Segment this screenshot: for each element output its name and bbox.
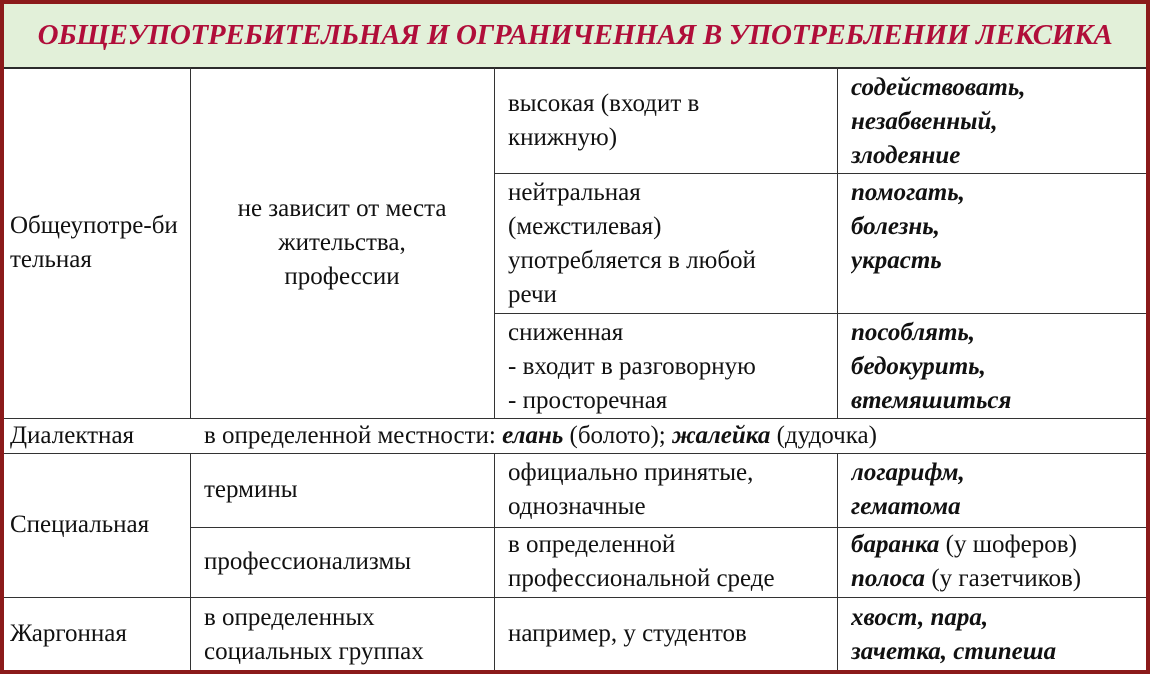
subtype-high bbox=[508, 87, 836, 173]
examples-low bbox=[851, 316, 1143, 418]
example: втемяшиться bbox=[851, 387, 1012, 414]
example-note: (болото); bbox=[563, 421, 672, 449]
examples-terms bbox=[851, 453, 1143, 527]
example: хвост, пара, bbox=[851, 604, 989, 631]
label-line: (межстилевая) bbox=[508, 213, 662, 240]
label-line: употребляется в любой bbox=[508, 247, 756, 274]
example: болезнь, bbox=[851, 213, 940, 240]
scope-line: не зависит от места bbox=[237, 194, 447, 222]
label-line: книжную) bbox=[508, 124, 618, 151]
example-line bbox=[851, 562, 1145, 596]
type-jargon bbox=[10, 597, 188, 670]
jargon-description bbox=[508, 597, 836, 670]
subtype-neutral bbox=[508, 176, 836, 313]
row-divider bbox=[494, 173, 1146, 174]
type-common bbox=[10, 67, 188, 418]
example: бедокурить, bbox=[851, 353, 986, 380]
examples-high bbox=[851, 71, 1143, 173]
desc-line: профессиональной среде bbox=[508, 565, 775, 592]
label-line: речи bbox=[508, 281, 557, 308]
label-line: - просторечная bbox=[508, 387, 668, 414]
desc-line: официально принятые, bbox=[508, 459, 754, 486]
col-divider bbox=[494, 453, 495, 670]
label-line: - входит в разговорную bbox=[508, 353, 756, 380]
examples-prof bbox=[851, 527, 1145, 597]
dialect-description bbox=[204, 418, 1144, 453]
example: баранка bbox=[851, 531, 940, 558]
row-divider bbox=[494, 313, 1146, 314]
scope-line: жительства, bbox=[278, 228, 406, 256]
type-common-label: Общеупотре-бительная bbox=[10, 211, 178, 273]
type-jargon-label: Жаргонная bbox=[10, 619, 127, 647]
subtype-prof bbox=[204, 527, 492, 597]
scope-line: социальных группах bbox=[204, 638, 424, 665]
dialect-text: в определенной местности: bbox=[204, 421, 503, 449]
prof-description bbox=[508, 527, 838, 597]
subtype-terms bbox=[204, 453, 492, 527]
example: украсть bbox=[851, 247, 942, 274]
example: логарифм, bbox=[851, 459, 965, 486]
type-special bbox=[10, 453, 188, 597]
col-divider bbox=[494, 67, 495, 418]
terms-label: термины bbox=[204, 476, 298, 503]
scope-common bbox=[190, 67, 494, 418]
example: елань bbox=[502, 421, 564, 449]
dialect-line bbox=[204, 419, 1144, 453]
examples-jargon bbox=[851, 600, 1143, 670]
example: зачетка, стипеша bbox=[851, 638, 1057, 665]
scope-jargon bbox=[204, 600, 492, 670]
type-dialect bbox=[10, 418, 188, 453]
example-line bbox=[851, 528, 1145, 562]
example: жалейка bbox=[671, 421, 771, 449]
example: злодеяние bbox=[851, 142, 961, 169]
desc-line: в определенной bbox=[508, 531, 676, 558]
desc-line: например, у студентов bbox=[508, 619, 747, 647]
col-divider bbox=[837, 67, 838, 418]
example: гематома bbox=[851, 493, 961, 520]
label-line: высокая (входит в bbox=[508, 90, 700, 117]
scope-line: в определенных bbox=[204, 604, 375, 631]
example: пособлять, bbox=[851, 319, 976, 346]
type-dialect-label: Диалектная bbox=[10, 421, 135, 449]
terms-description bbox=[508, 453, 836, 527]
prof-label: профессионализмы bbox=[204, 548, 412, 575]
col-divider bbox=[190, 453, 191, 670]
type-special-label: Специальная bbox=[10, 511, 150, 538]
example: содействовать, bbox=[851, 74, 1026, 101]
example-note: (у газетчиков) bbox=[925, 565, 1082, 592]
example: помогать, bbox=[851, 179, 965, 206]
subtype-low bbox=[508, 316, 836, 418]
scope-line: профессии bbox=[284, 262, 400, 290]
example-note: (дудочка) bbox=[770, 421, 877, 449]
examples-neutral bbox=[851, 176, 1143, 313]
example: полоса bbox=[851, 565, 926, 592]
label-line: нейтральная bbox=[508, 179, 641, 206]
table-title: ОБЩЕУПОТРЕБИТЕЛЬНАЯ И ОГРАНИЧЕННАЯ В УПОТРЕБЛЕНИИ ЛЕКСИКА bbox=[4, 4, 1146, 69]
example: незабвенный, bbox=[851, 108, 998, 135]
label-line: сниженная bbox=[508, 319, 624, 346]
example-note: (у шоферов) bbox=[939, 531, 1077, 558]
desc-line: однозначные bbox=[508, 493, 646, 520]
lexicon-table bbox=[4, 4, 1146, 670]
